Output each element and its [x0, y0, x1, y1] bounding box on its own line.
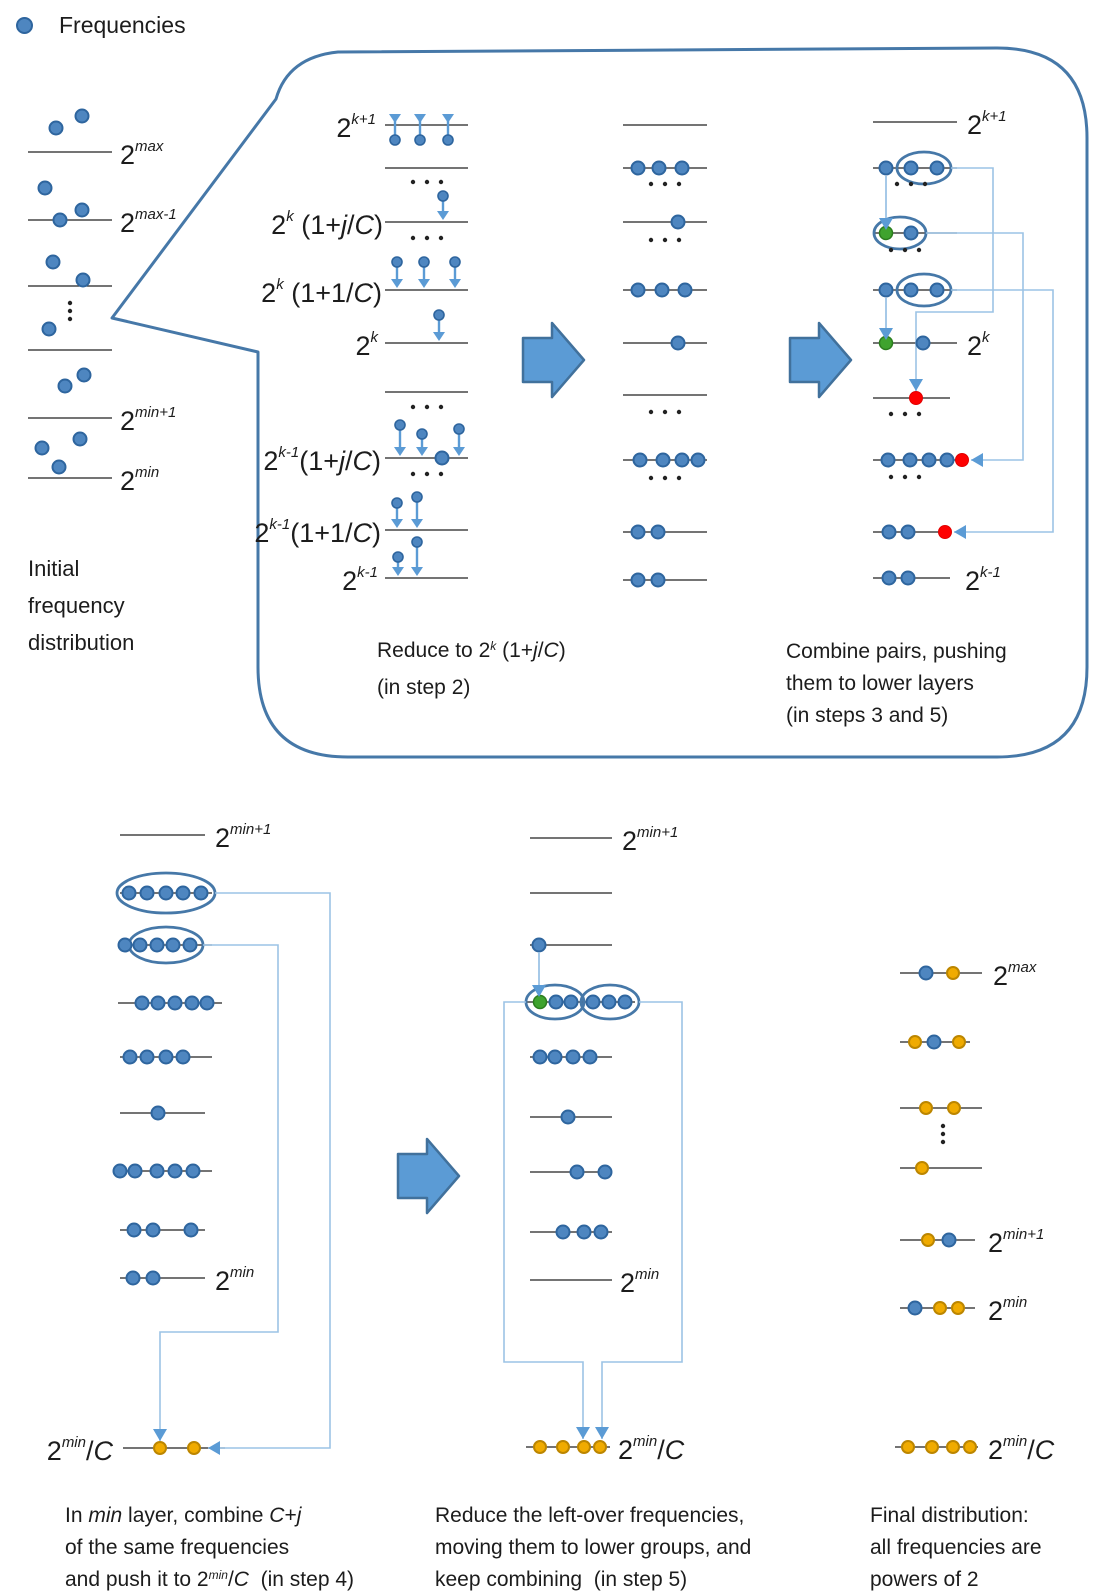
- blue-frequency-dot: [136, 997, 149, 1010]
- level-label: $2^{min+1}$: [622, 824, 679, 856]
- blue-frequency-dot: [652, 574, 665, 587]
- orange-frequency-dot: [916, 1162, 928, 1174]
- ellipsis-icon: [909, 182, 913, 186]
- blue-frequency-dot: [152, 1107, 165, 1120]
- orange-frequency-dot: [920, 1102, 932, 1114]
- blue-frequency-dot: [59, 380, 72, 393]
- blue-frequency-dot: [557, 1226, 570, 1239]
- blue-frequency-dot: [882, 454, 895, 467]
- blue-frequency-dot: [880, 284, 893, 297]
- blue-frequency-dot: [917, 337, 930, 350]
- blue-frequency-dot: [43, 323, 56, 336]
- ellipsis-icon: [425, 405, 429, 409]
- blue-frequency-dot: [123, 887, 136, 900]
- vertical-ellipsis-icon: [941, 1140, 945, 1144]
- blue-frequency-dot: [127, 1272, 140, 1285]
- blue-frequency-dot: [36, 442, 49, 455]
- caption-line: (in step 2): [377, 676, 471, 699]
- blue-frequency-dot: [578, 1226, 591, 1239]
- caption-line: powers of 2: [870, 1568, 979, 1591]
- orange-frequency-dot: [909, 1036, 921, 1048]
- blue-frequency-dot: [39, 182, 52, 195]
- blue-frequency-dot: [201, 997, 214, 1010]
- falling-frequency-dot: [392, 257, 402, 267]
- ellipsis-icon: [439, 405, 443, 409]
- ellipsis-icon: [663, 476, 667, 480]
- caption-line: Initial: [28, 556, 80, 581]
- blue-frequency-dot: [571, 1166, 584, 1179]
- ellipsis-icon: [425, 236, 429, 240]
- level-label: $2^{min}/C$: [988, 1433, 1055, 1465]
- blue-frequency-dot: [567, 1051, 580, 1064]
- blue-frequency-dot: [74, 433, 87, 446]
- caption-line: Reduce to 2$^k$ (1+j/C): [377, 639, 566, 662]
- blue-frequency-dot: [619, 996, 632, 1009]
- blue-frequency-dot: [941, 454, 954, 467]
- blue-frequency-dot: [76, 204, 89, 217]
- connector-arrowhead-icon: [153, 1429, 167, 1441]
- blue-frequency-dot: [880, 162, 893, 175]
- combine-connector: [160, 945, 278, 1441]
- blue-frequency-dot: [169, 997, 182, 1010]
- blue-frequency-dot: [549, 1051, 562, 1064]
- vertical-ellipsis-icon: [68, 309, 72, 313]
- orange-frequency-dot: [953, 1036, 965, 1048]
- blue-frequency-dot: [185, 1224, 198, 1237]
- blue-frequency-dot: [77, 274, 90, 287]
- blue-frequency-dot: [54, 214, 67, 227]
- blue-frequency-dot: [152, 997, 165, 1010]
- blue-frequency-dot: [119, 939, 132, 952]
- ellipsis-icon: [663, 238, 667, 242]
- ellipsis-icon: [411, 180, 415, 184]
- level-label: $2^{min}$: [215, 1264, 255, 1296]
- blue-frequency-dot: [160, 1051, 173, 1064]
- blue-frequency-dot: [905, 227, 918, 240]
- level-label: $2^{min}/C$: [618, 1433, 685, 1465]
- falling-frequency-dot: [450, 257, 460, 267]
- blue-frequency-dot: [167, 939, 180, 952]
- blue-frequency-dot: [124, 1051, 137, 1064]
- ellipsis-icon: [917, 475, 921, 479]
- blue-frequency-dot: [656, 284, 669, 297]
- caption-line: them to lower layers: [786, 672, 974, 695]
- blue-frequency-dot: [599, 1166, 612, 1179]
- blue-frequency-dot: [632, 526, 645, 539]
- orange-frequency-dot: [578, 1441, 590, 1453]
- orange-frequency-dot: [934, 1302, 946, 1314]
- level-label: 2$^k$: [355, 329, 378, 361]
- orange-frequency-dot: [188, 1442, 200, 1454]
- falling-frequency-dot: [390, 135, 400, 145]
- ellipsis-icon: [663, 410, 667, 414]
- blue-frequency-dot: [676, 454, 689, 467]
- blue-frequency-dot: [632, 284, 645, 297]
- ellipsis-icon: [923, 182, 927, 186]
- green-frequency-dot: [534, 996, 547, 1009]
- ellipsis-icon: [649, 476, 653, 480]
- caption-line: all frequencies are: [870, 1536, 1042, 1559]
- falling-frequency-dot: [454, 424, 464, 434]
- orange-frequency-dot: [948, 1102, 960, 1114]
- blue-frequency-dot: [169, 1165, 182, 1178]
- vertical-ellipsis-icon: [68, 317, 72, 321]
- vertical-ellipsis-icon: [941, 1132, 945, 1136]
- panel-bottom-final-distribution: [895, 967, 982, 1454]
- combine-connector: [602, 1002, 682, 1439]
- blue-frequency-dot: [50, 122, 63, 135]
- blue-frequency-dot: [603, 996, 616, 1009]
- caption-line: Combine pairs, pushing: [786, 640, 1007, 663]
- combine-connector: [208, 893, 330, 1448]
- level-label: $2^{min+1}$: [120, 404, 177, 436]
- level-label: 2$^k$ (1+1/C): [261, 276, 382, 308]
- blue-frequency-dot: [141, 887, 154, 900]
- blue-frequency-dot: [679, 284, 692, 297]
- caption-line: and push it to $2^{min}/C$ (in step 4): [65, 1568, 355, 1591]
- blue-frequency-dot: [78, 369, 91, 382]
- connector-arrowhead-icon: [208, 1441, 220, 1455]
- blue-frequency-dot: [672, 337, 685, 350]
- blue-frequency-dot: [920, 967, 933, 980]
- blue-frequency-dot: [134, 939, 147, 952]
- ellipsis-icon: [903, 475, 907, 479]
- blue-frequency-dot: [129, 1165, 142, 1178]
- level-label: $2^{min}$: [620, 1266, 660, 1298]
- blue-frequency-dot: [128, 1224, 141, 1237]
- blue-frequency-dot: [883, 572, 896, 585]
- blue-frequency-dot: [653, 162, 666, 175]
- big-right-arrow-icon: [398, 1139, 459, 1213]
- falling-frequency-dot: [415, 135, 425, 145]
- blue-frequency-dot: [184, 939, 197, 952]
- level-label: $2^{max}$: [120, 138, 164, 170]
- ellipsis-icon: [903, 412, 907, 416]
- blue-frequency-dot: [47, 256, 60, 269]
- level-label: 2$^{k-1}$: [342, 564, 378, 596]
- ellipsis-icon: [411, 236, 415, 240]
- caption-line: keep combining (in step 5): [435, 1568, 688, 1591]
- blue-frequency-dot: [147, 1272, 160, 1285]
- orange-frequency-dot: [947, 967, 959, 979]
- blue-frequency-dot: [147, 1224, 160, 1237]
- level-label: $2^{min+1}$: [988, 1226, 1045, 1258]
- blue-frequency-dot: [672, 216, 685, 229]
- level-label: $2^{k-1}(1+1/C)$: [254, 516, 381, 548]
- orange-frequency-dot: [594, 1441, 606, 1453]
- orange-frequency-dot: [926, 1441, 938, 1453]
- orange-frequency-dot: [534, 1441, 546, 1453]
- ellipsis-icon: [425, 472, 429, 476]
- panel-initial-distribution: [28, 110, 112, 479]
- blue-frequency-dot: [632, 574, 645, 587]
- blue-frequency-dot: [931, 162, 944, 175]
- level-label: $2^{k-1}(1+j/C)$: [263, 444, 381, 476]
- red-frequency-dot: [910, 392, 923, 405]
- falling-frequency-dot: [392, 498, 402, 508]
- blue-frequency-dot: [902, 526, 915, 539]
- blue-frequency-dot: [692, 454, 705, 467]
- connector-arrowhead-icon: [576, 1427, 590, 1439]
- red-frequency-dot: [939, 526, 952, 539]
- ellipsis-icon: [411, 405, 415, 409]
- falling-frequency-dot: [417, 429, 427, 439]
- falling-frequency-dot: [419, 257, 429, 267]
- blue-frequency-dot: [676, 162, 689, 175]
- level-label: 2$^k$: [967, 329, 990, 361]
- blue-frequency-dot: [565, 996, 578, 1009]
- ellipsis-icon: [677, 182, 681, 186]
- blue-frequency-dot: [195, 887, 208, 900]
- blue-frequency-dot: [534, 1051, 547, 1064]
- blue-frequency-dot: [76, 110, 89, 123]
- ellipsis-icon: [917, 412, 921, 416]
- blue-frequency-dot: [177, 1051, 190, 1064]
- blue-frequency-dot: [595, 1226, 608, 1239]
- ellipsis-icon: [439, 180, 443, 184]
- ellipsis-icon: [439, 236, 443, 240]
- blue-frequency-dot: [151, 939, 164, 952]
- falling-frequency-dot: [395, 420, 405, 430]
- orange-frequency-dot: [557, 1441, 569, 1453]
- ellipsis-icon: [917, 248, 921, 252]
- orange-frequency-dot: [922, 1234, 934, 1246]
- blue-frequency-dot: [584, 1051, 597, 1064]
- combine-connector: [504, 1002, 583, 1439]
- ellipsis-icon: [889, 412, 893, 416]
- ellipsis-icon: [677, 476, 681, 480]
- blue-frequency-dot: [931, 284, 944, 297]
- level-label: $2^{min+1}$: [215, 821, 272, 853]
- caption-line: Final distribution:: [870, 1504, 1029, 1527]
- vertical-ellipsis-icon: [941, 1124, 945, 1128]
- blue-frequency-dot: [905, 284, 918, 297]
- blue-frequency-dot: [186, 997, 199, 1010]
- ellipsis-icon: [439, 472, 443, 476]
- blue-frequency-dot: [632, 162, 645, 175]
- red-frequency-dot: [956, 454, 969, 467]
- ellipsis-icon: [889, 475, 893, 479]
- level-label: 2$^k$ (1+j/C): [271, 208, 383, 240]
- caption-line: frequency: [28, 593, 125, 618]
- level-label: $2^{min}$: [120, 464, 160, 496]
- level-label: $2^{max}$: [993, 959, 1037, 991]
- blue-frequency-dot: [905, 162, 918, 175]
- blue-frequency-dot: [141, 1051, 154, 1064]
- blue-frequency-dot: [904, 454, 917, 467]
- level-label: $2^{k+1}$: [967, 108, 1007, 140]
- blue-frequency-dot: [652, 526, 665, 539]
- panel-bottom-leftover-reduce: [504, 838, 682, 1453]
- orange-frequency-dot: [154, 1442, 166, 1454]
- vertical-ellipsis-icon: [68, 301, 72, 305]
- level-label: 2$^{k-1}$: [965, 564, 1001, 596]
- caption-line: In min layer, combine C+j: [65, 1504, 302, 1527]
- ellipsis-icon: [903, 248, 907, 252]
- level-label: $2^{min}$: [988, 1294, 1028, 1326]
- level-label: $2^{min}/C$: [46, 1434, 113, 1466]
- blue-frequency-dot: [436, 452, 449, 465]
- blue-frequency-dot: [928, 1036, 941, 1049]
- connector-arrowhead-icon: [595, 1427, 609, 1439]
- blue-frequency-dot: [883, 526, 896, 539]
- blue-frequency-dot: [53, 461, 66, 474]
- blue-frequency-dot: [550, 996, 563, 1009]
- ellipsis-icon: [649, 410, 653, 414]
- blue-frequency-dot: [902, 572, 915, 585]
- panel-bottom-min-combine: [114, 835, 331, 1455]
- caption-line: distribution: [28, 630, 135, 655]
- level-label: $2^{k+1}$: [336, 111, 376, 143]
- blue-frequency-dot: [114, 1165, 127, 1178]
- ellipsis-icon: [649, 182, 653, 186]
- ellipsis-icon: [425, 180, 429, 184]
- falling-frequency-dot: [393, 552, 403, 562]
- ellipsis-icon: [663, 182, 667, 186]
- blue-frequency-dot: [562, 1111, 575, 1124]
- caption-line: of the same frequencies: [65, 1536, 290, 1559]
- ellipsis-icon: [895, 182, 899, 186]
- orange-frequency-dot: [902, 1441, 914, 1453]
- caption-line: Reduce the left-over frequencies,: [435, 1504, 745, 1527]
- ellipsis-icon: [889, 248, 893, 252]
- blue-frequency-dot: [943, 1234, 956, 1247]
- blue-frequency-dot: [533, 939, 546, 952]
- ellipsis-icon: [677, 410, 681, 414]
- blue-frequency-dot: [151, 1165, 164, 1178]
- caption-line: (in steps 3 and 5): [786, 704, 949, 727]
- blue-frequency-dot: [923, 454, 936, 467]
- blue-frequency-dot: [177, 887, 190, 900]
- falling-frequency-dot: [412, 537, 422, 547]
- ellipsis-icon: [649, 238, 653, 242]
- falling-frequency-dot: [434, 310, 444, 320]
- falling-frequency-dot: [438, 191, 448, 201]
- blue-frequency-dot: [187, 1165, 200, 1178]
- ellipsis-icon: [677, 238, 681, 242]
- legend-label: Frequencies: [59, 12, 186, 38]
- orange-frequency-dot: [947, 1441, 959, 1453]
- blue-frequency-dot: [160, 887, 173, 900]
- ellipsis-icon: [411, 472, 415, 476]
- blue-frequency-dot: [587, 996, 600, 1009]
- blue-frequency-dot: [657, 454, 670, 467]
- orange-frequency-dot: [952, 1302, 964, 1314]
- caption-line: moving them to lower groups, and: [435, 1536, 752, 1559]
- level-label: $2^{max-1}$: [120, 206, 177, 238]
- falling-frequency-dot: [443, 135, 453, 145]
- orange-frequency-dot: [964, 1441, 976, 1453]
- blue-frequency-dot: [909, 1302, 922, 1315]
- blue-frequency-dot: [634, 454, 647, 467]
- falling-frequency-dot: [412, 492, 422, 502]
